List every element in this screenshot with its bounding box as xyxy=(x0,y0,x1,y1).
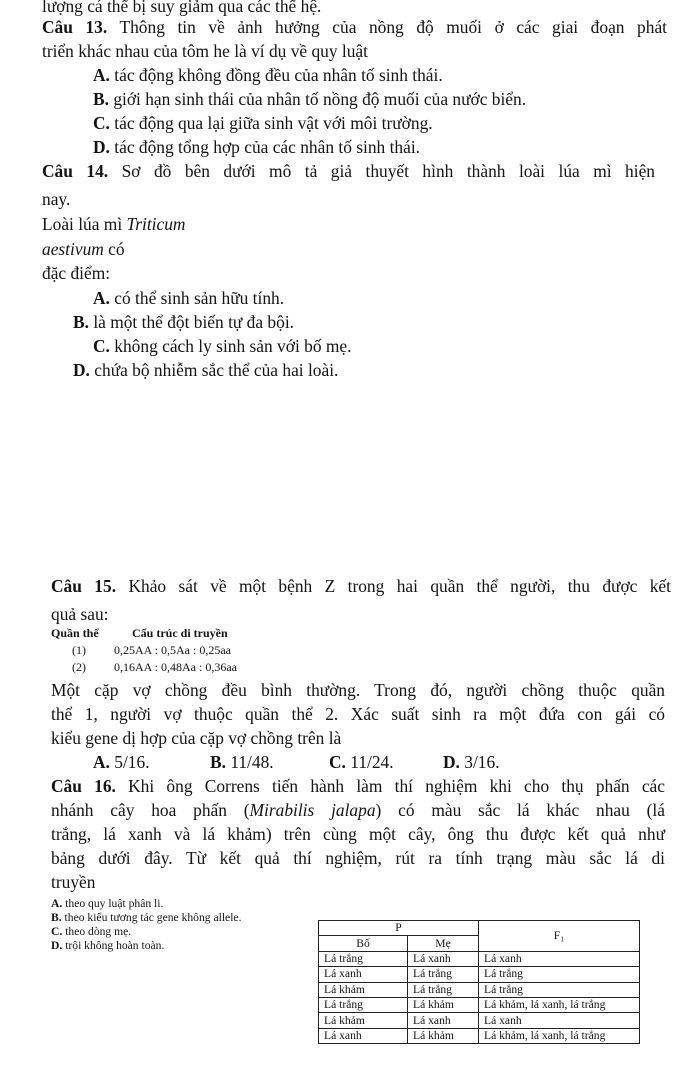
q14-option-c[interactable] xyxy=(93,336,351,357)
option-letter: D. xyxy=(73,360,90,380)
option-text: 11/24. xyxy=(350,752,394,772)
q14-line-3 xyxy=(42,214,185,235)
option-text: theo dòng mẹ. xyxy=(65,925,132,938)
table-header-f1: F₁ xyxy=(479,921,640,952)
table-cell: Lá trắng xyxy=(479,982,640,997)
q13-line-2: triển khác nhau của tôm he là ví dụ về quy luật xyxy=(42,41,368,61)
q14-text-1: Sơ đồ bên dưới mô tả giả thuyết hình thành loài lúa mì hiện xyxy=(121,161,655,181)
option-text: theo kiểu tương tác gene không allele. xyxy=(64,911,242,924)
q16-line-1 xyxy=(51,776,665,797)
q16-text-2-italic: Mirabilis jalapa xyxy=(249,800,376,820)
q15-table-header-population: Quần thể xyxy=(51,626,99,640)
q15-body-line-3: kiểu gene dị hợp của cặp vợ chồng trên là xyxy=(51,728,342,748)
q15-label: Câu 15. xyxy=(51,576,117,596)
q13-option-a[interactable] xyxy=(93,65,443,86)
option-letter: C. xyxy=(329,752,346,772)
table-cell: Lá trắng xyxy=(479,967,640,982)
option-letter: B. xyxy=(73,312,89,332)
table-cell: Lá khảm, lá xanh, lá trắng xyxy=(479,997,640,1012)
q15-row-2-id: (2) xyxy=(72,660,86,674)
option-text: 3/16. xyxy=(464,752,500,772)
q15-row-1-id: (1) xyxy=(72,643,86,657)
q14-line-3-italic: Triticum xyxy=(126,214,186,234)
q14-option-d[interactable] xyxy=(73,360,338,381)
table-cell: Lá khảm xyxy=(319,1013,408,1028)
q16-line-3: trắng, lá xanh và lá khảm) trên cùng một cây, ông thu được kết quả như xyxy=(51,824,665,844)
q16-line-4: bảng dưới đây. Từ kết quả thí nghiệm, rút ra tính trạng màu sắc lá di xyxy=(51,848,665,868)
option-letter: D. xyxy=(443,752,460,772)
table-cell: Lá trắng xyxy=(319,997,408,1012)
q16-line-2 xyxy=(51,800,665,821)
table-cell: Lá khảm xyxy=(408,1028,479,1043)
q15-option-b[interactable] xyxy=(210,752,274,773)
q15-option-a[interactable] xyxy=(93,752,150,773)
table-cell: Lá trắng xyxy=(408,982,479,997)
q15-option-d[interactable] xyxy=(443,752,500,773)
option-text: tác động qua lại giữa sinh vật với môi trường. xyxy=(114,113,433,133)
table-row xyxy=(319,951,640,966)
option-text: trội không hoàn toàn. xyxy=(65,939,165,952)
q14-line-4-suffix: có xyxy=(103,239,125,259)
option-text: là một thể đột biến tự đa bội. xyxy=(93,312,295,332)
table-cell: Lá xanh xyxy=(319,1028,408,1043)
diagram-blank-area xyxy=(0,390,699,570)
q14-label: Câu 14. xyxy=(42,161,109,181)
option-letter: C. xyxy=(93,336,110,356)
q14-option-b[interactable] xyxy=(73,312,294,333)
q15-row-2-structure: 0,16AA : 0,48Aa : 0,36aa xyxy=(114,660,237,674)
top-line: lượng cá thể bị suy giảm qua các thế hệ. xyxy=(42,0,322,16)
q14-line-4-italic: aestivum xyxy=(42,239,104,259)
option-letter: C. xyxy=(51,925,63,938)
q15-option-c[interactable] xyxy=(329,752,394,773)
q16-option-d[interactable] xyxy=(51,939,164,953)
q15-text-1: Khảo sát về một bệnh Z trong hai quần thể người, thu được kết xyxy=(128,576,671,596)
q16-label: Câu 16. xyxy=(51,776,116,796)
table-row xyxy=(319,967,640,982)
q13-text-1: Thông tin về ảnh hưởng của nồng độ muối ở các giai đoạn phát xyxy=(119,17,667,37)
table-cell: Lá xanh xyxy=(319,967,408,982)
option-letter: C. xyxy=(93,113,110,133)
q16-option-b[interactable] xyxy=(51,911,241,925)
option-text: giới hạn sinh thái của nhân tố nồng độ muối của nước biển. xyxy=(113,89,527,109)
table-cell: Lá trắng xyxy=(408,967,479,982)
option-text: tác động tổng hợp của các nhân tố sinh thái. xyxy=(114,137,421,157)
q13-option-d[interactable] xyxy=(93,137,420,158)
table-row xyxy=(319,1013,640,1028)
table-cell: Lá xanh xyxy=(408,1013,479,1028)
q15-body-line-1: Một cặp vợ chồng đều bình thường. Trong đó, người chồng thuộc quần xyxy=(51,680,665,700)
q15-table-header-structure: Cấu trúc di truyền xyxy=(132,626,228,640)
option-letter: D. xyxy=(93,137,110,157)
table-cell: Lá khảm xyxy=(319,982,408,997)
option-text: 11/48. xyxy=(230,752,274,772)
q15-line-1 xyxy=(51,576,671,597)
table-cell: Lá khảm xyxy=(408,997,479,1012)
option-letter: D. xyxy=(51,939,63,952)
option-text: không cách ly sinh sản với bố mẹ. xyxy=(114,336,352,356)
q14-line-1 xyxy=(42,161,655,182)
option-letter: A. xyxy=(93,752,110,772)
q13-option-b[interactable] xyxy=(93,89,526,110)
option-text: theo quy luật phân li. xyxy=(65,897,164,910)
q16-results-table xyxy=(318,920,640,1044)
table-header-bo: Bố xyxy=(319,936,408,951)
q15-row-1-structure: 0,25AA : 0,5Aa : 0,25aa xyxy=(114,643,231,657)
option-text: tác động không đồng đều của nhân tố sinh thái. xyxy=(114,65,443,85)
option-text: chứa bộ nhiễm sắc thể của hai loài. xyxy=(94,360,339,380)
table-cell: Lá xanh xyxy=(479,1013,640,1028)
option-letter: B. xyxy=(93,89,109,109)
table-row xyxy=(319,982,640,997)
q16-option-c[interactable] xyxy=(51,925,131,939)
q14-line-5: đặc điểm: xyxy=(42,263,111,283)
q15-line-2: quả sau: xyxy=(51,604,109,624)
option-text: có thể sinh sản hữu tính. xyxy=(114,288,285,308)
table-header-p: P xyxy=(319,921,479,936)
table-row xyxy=(319,1028,640,1043)
q16-text-2b: ) có màu sắc lá khác nhau (lá xyxy=(375,800,665,820)
option-text: 5/16. xyxy=(114,752,150,772)
option-letter: A. xyxy=(93,65,110,85)
table-cell: Lá xanh xyxy=(408,951,479,966)
table-header-row-1 xyxy=(319,921,640,936)
q14-line-2: nay. xyxy=(42,189,71,209)
table-cell: Lá xanh xyxy=(479,951,640,966)
q15-body-line-2: thể 1, người vợ thuộc quần thể 2. Xác suất sinh ra một đứa con gái có xyxy=(51,704,665,724)
option-letter: B. xyxy=(51,911,62,924)
table-header-me: Mẹ xyxy=(408,936,479,951)
q13-line-1 xyxy=(42,17,667,38)
q14-line-3-prefix: Loài lúa mì xyxy=(42,214,127,234)
q16-text-2a: nhánh cây hoa phấn ( xyxy=(51,800,250,820)
table-cell: Lá khảm, lá xanh, lá trắng xyxy=(479,1028,640,1043)
option-letter: B. xyxy=(210,752,226,772)
q13-label: Câu 13. xyxy=(42,17,108,37)
q16-option-a[interactable] xyxy=(51,897,163,911)
table-cell: Lá trắng xyxy=(319,951,408,966)
q16-text-1: Khi ông Correns tiến hành làm thí nghiệm khi cho thụ phấn các xyxy=(128,776,665,796)
option-letter: A. xyxy=(93,288,110,308)
option-letter: A. xyxy=(51,897,63,910)
q14-line-4 xyxy=(42,239,125,260)
q13-option-c[interactable] xyxy=(93,113,433,134)
q16-line-5: truyền xyxy=(51,872,96,892)
q14-option-a[interactable] xyxy=(93,288,284,309)
table-row xyxy=(319,997,640,1012)
